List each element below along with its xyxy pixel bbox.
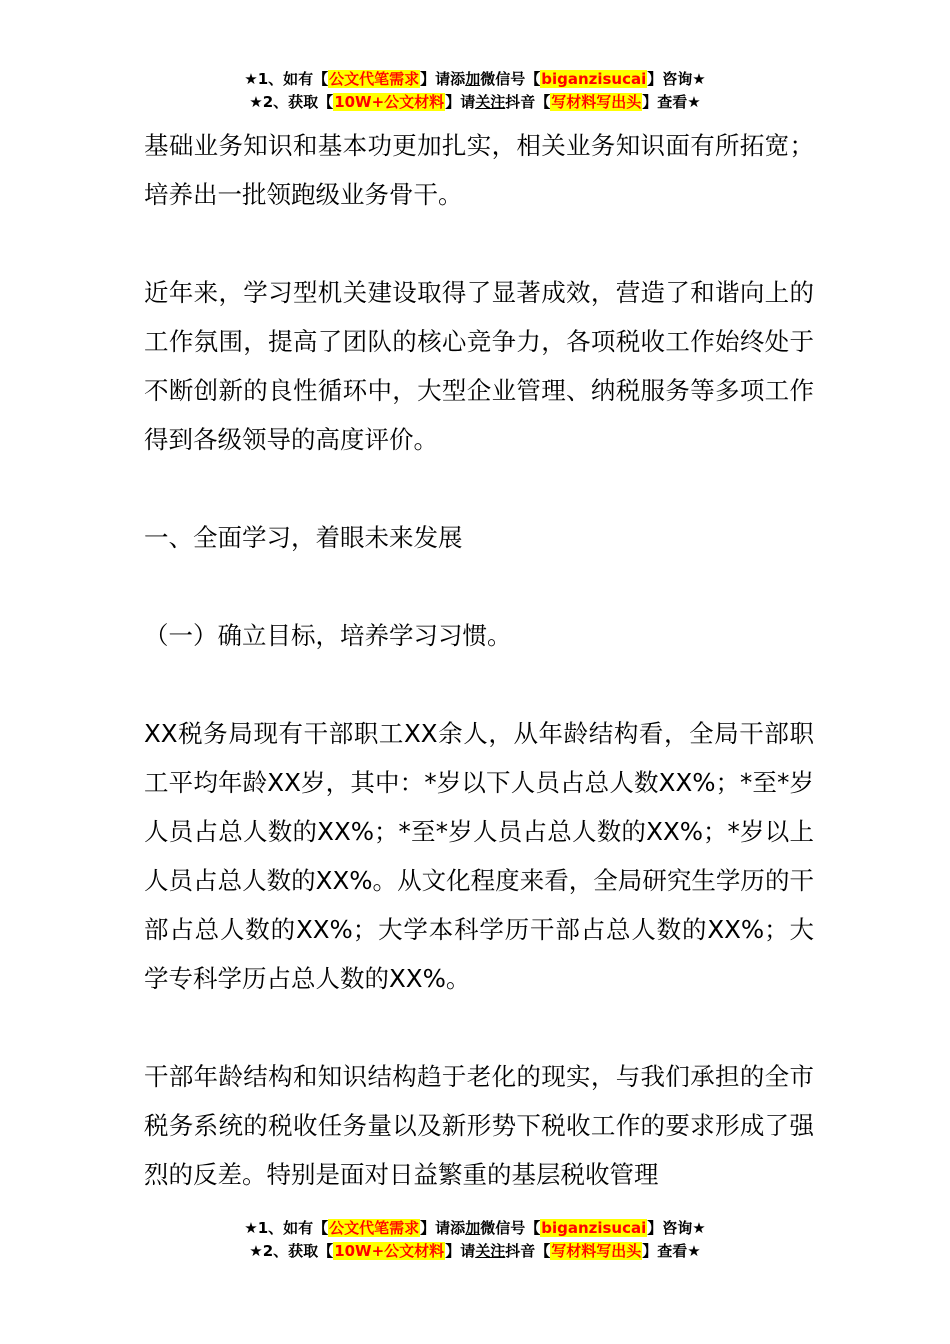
banner-text: 】请添 — [420, 70, 466, 88]
banner-line-1 — [0, 68, 950, 91]
paragraph: 基础业务知识和基本功更加扎实，相关业务知识面有所拓宽；培养出一批领跑级业务骨干。 — [144, 131, 814, 209]
header-banner — [0, 68, 950, 114]
banner-text: 抖音【 — [505, 1242, 551, 1260]
banner-underlined: 加 — [465, 1219, 481, 1237]
paragraph: 干部年龄结构和知识结构趋于老化的现实，与我们承担的全市税务系统的税收任务量以及新形势下税收工作的要求形成了强烈的反差。特别是面对日益繁重的基层税收管理 — [144, 1062, 814, 1189]
banner-text: 】查看★ — [642, 93, 701, 111]
banner-highlight: biganzisucai — [541, 1219, 647, 1237]
paragraph: 近年来，学习型机关建设取得了显著成效，营造了和谐向上的工作氛围，提高了团队的核心竞争力，各项税收工作始终处于不断创新的良性循环中，大型企业管理、纳税服务等多项工作得到各级领导的高度评价。 — [144, 278, 814, 454]
banner-highlight: 公文代笔需求 — [329, 70, 420, 88]
paragraph: XX税务局现有干部职工XX余人，从年龄结构看，全局干部职工平均年龄XX岁，其中：*岁以下人员占总人数XX%；*至*岁人员占总人数的XX%；*至*岁人员占总人数的XX%；*岁以上人员占总人数的XX%。从文化程度来看，全局研究生学历的干部占总人数的XX%；大学本科学历干部占总人数的XX%；大学专科学历占总人数的XX%。 — [144, 719, 814, 993]
document-body — [144, 121, 814, 1199]
banner-line-2 — [0, 1240, 950, 1263]
banner-text: 】查看★ — [642, 1242, 701, 1260]
banner-highlight: 公文代笔需求 — [329, 1219, 420, 1237]
banner-highlight: 10W+公文材料 — [334, 93, 445, 111]
banner-text: 微信号【 — [480, 1219, 541, 1237]
banner-underlined: 加 — [465, 70, 481, 88]
banner-text: 微信号【 — [480, 70, 541, 88]
banner-text: ★1、如有【 — [244, 70, 329, 88]
banner-text: ★1、如有【 — [244, 1219, 329, 1237]
banner-text: 抖音【 — [505, 93, 551, 111]
banner-highlight: 写材料写出头 — [551, 93, 642, 111]
banner-highlight: biganzisucai — [541, 70, 647, 88]
footer-banner — [0, 1217, 950, 1263]
banner-underlined: 关注 — [475, 1242, 506, 1260]
banner-text: ★2、获取【 — [249, 1242, 334, 1260]
banner-text: 】请添 — [420, 1219, 466, 1237]
section-heading: 一、全面学习，着眼未来发展 — [144, 523, 463, 552]
banner-highlight: 10W+公文材料 — [334, 1242, 445, 1260]
banner-text: 】请 — [445, 93, 476, 111]
banner-text: 】咨询★ — [647, 1219, 706, 1237]
banner-line-1 — [0, 1217, 950, 1240]
banner-highlight: 写材料写出头 — [551, 1242, 642, 1260]
banner-text: ★2、获取【 — [249, 93, 334, 111]
banner-text: 】请 — [445, 1242, 476, 1260]
banner-line-2 — [0, 91, 950, 114]
banner-underlined: 关注 — [475, 93, 506, 111]
subsection-heading: （一）确立目标，培养学习习惯。 — [144, 621, 512, 650]
banner-text: 】咨询★ — [647, 70, 706, 88]
